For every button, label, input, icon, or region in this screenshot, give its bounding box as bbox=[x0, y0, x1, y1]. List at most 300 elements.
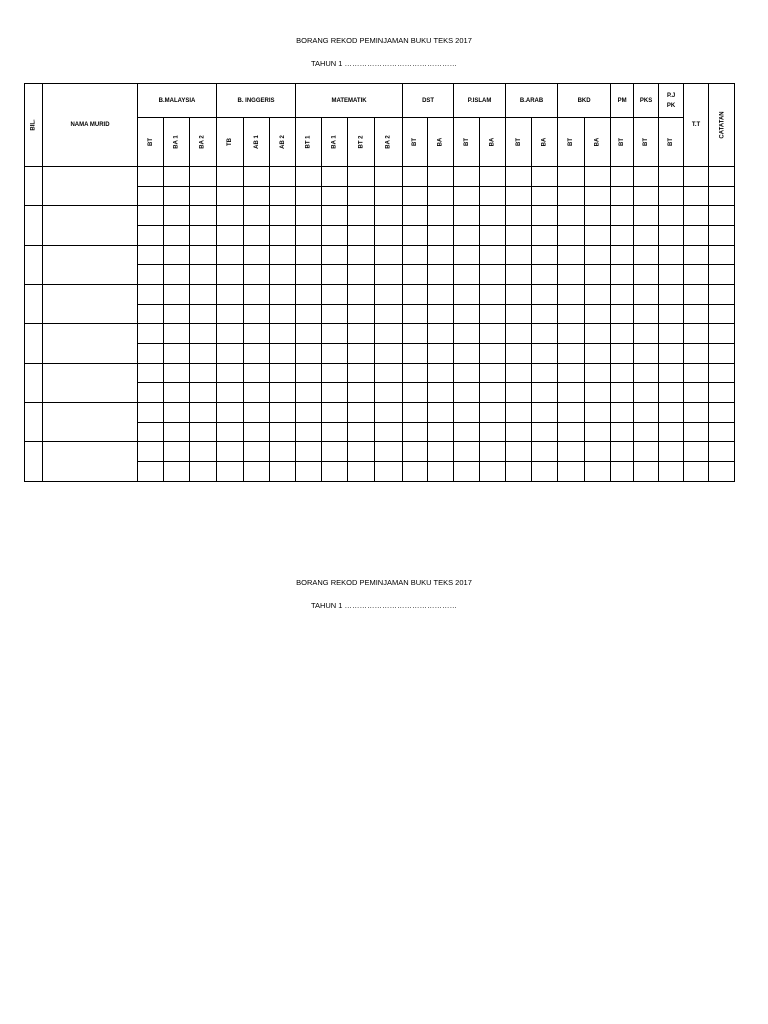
record-cell[interactable] bbox=[138, 422, 164, 442]
record-cell[interactable] bbox=[375, 344, 403, 364]
record-cell[interactable] bbox=[480, 166, 506, 186]
record-cell[interactable] bbox=[558, 245, 585, 265]
record-cell[interactable] bbox=[375, 403, 403, 423]
record-cell[interactable] bbox=[348, 363, 375, 383]
record-cell[interactable] bbox=[164, 422, 190, 442]
record-cell[interactable] bbox=[585, 225, 611, 245]
record-cell[interactable] bbox=[454, 462, 480, 482]
record-cell[interactable] bbox=[611, 383, 634, 403]
record-cell[interactable] bbox=[403, 324, 428, 344]
record-cell[interactable] bbox=[709, 403, 735, 423]
record-cell[interactable] bbox=[611, 422, 634, 442]
record-cell[interactable] bbox=[375, 383, 403, 403]
record-cell[interactable] bbox=[532, 206, 558, 226]
record-cell[interactable] bbox=[270, 304, 296, 324]
record-cell[interactable] bbox=[138, 186, 164, 206]
record-cell[interactable] bbox=[428, 422, 454, 442]
record-cell[interactable] bbox=[454, 166, 480, 186]
record-cell[interactable] bbox=[164, 245, 190, 265]
record-cell[interactable] bbox=[296, 284, 322, 304]
record-cell[interactable] bbox=[270, 265, 296, 285]
record-cell[interactable] bbox=[454, 245, 480, 265]
record-cell[interactable] bbox=[709, 344, 735, 364]
record-cell[interactable] bbox=[480, 284, 506, 304]
record-cell[interactable] bbox=[634, 265, 659, 285]
record-cell[interactable] bbox=[296, 225, 322, 245]
record-cell[interactable] bbox=[659, 422, 684, 442]
record-cell[interactable] bbox=[296, 265, 322, 285]
record-cell[interactable] bbox=[244, 186, 270, 206]
record-cell[interactable] bbox=[270, 403, 296, 423]
record-cell[interactable] bbox=[611, 245, 634, 265]
record-cell[interactable] bbox=[454, 225, 480, 245]
record-cell[interactable] bbox=[322, 363, 348, 383]
record-cell[interactable] bbox=[684, 206, 709, 226]
record-cell[interactable] bbox=[270, 245, 296, 265]
record-cell[interactable] bbox=[611, 403, 634, 423]
record-cell[interactable] bbox=[244, 344, 270, 364]
bil-cell[interactable] bbox=[25, 284, 43, 323]
record-cell[interactable] bbox=[348, 186, 375, 206]
record-cell[interactable] bbox=[532, 284, 558, 304]
record-cell[interactable] bbox=[532, 265, 558, 285]
record-cell[interactable] bbox=[611, 186, 634, 206]
record-cell[interactable] bbox=[659, 206, 684, 226]
record-cell[interactable] bbox=[532, 403, 558, 423]
record-cell[interactable] bbox=[480, 363, 506, 383]
record-cell[interactable] bbox=[375, 363, 403, 383]
record-cell[interactable] bbox=[585, 304, 611, 324]
record-cell[interactable] bbox=[428, 225, 454, 245]
record-cell[interactable] bbox=[684, 166, 709, 186]
record-cell[interactable] bbox=[138, 265, 164, 285]
record-cell[interactable] bbox=[659, 383, 684, 403]
record-cell[interactable] bbox=[506, 284, 532, 304]
record-cell[interactable] bbox=[585, 383, 611, 403]
record-cell[interactable] bbox=[558, 304, 585, 324]
record-cell[interactable] bbox=[296, 422, 322, 442]
record-cell[interactable] bbox=[634, 363, 659, 383]
record-cell[interactable] bbox=[659, 344, 684, 364]
record-cell[interactable] bbox=[375, 422, 403, 442]
record-cell[interactable] bbox=[164, 324, 190, 344]
record-cell[interactable] bbox=[348, 166, 375, 186]
record-cell[interactable] bbox=[190, 383, 217, 403]
record-cell[interactable] bbox=[634, 186, 659, 206]
record-cell[interactable] bbox=[611, 265, 634, 285]
record-cell[interactable] bbox=[217, 265, 244, 285]
record-cell[interactable] bbox=[190, 206, 217, 226]
record-cell[interactable] bbox=[270, 284, 296, 304]
record-cell[interactable] bbox=[348, 304, 375, 324]
nama-murid-cell[interactable] bbox=[43, 403, 138, 442]
record-cell[interactable] bbox=[190, 265, 217, 285]
record-cell[interactable] bbox=[506, 442, 532, 462]
record-cell[interactable] bbox=[190, 245, 217, 265]
record-cell[interactable] bbox=[558, 403, 585, 423]
record-cell[interactable] bbox=[348, 225, 375, 245]
record-cell[interactable] bbox=[138, 363, 164, 383]
record-cell[interactable] bbox=[709, 304, 735, 324]
record-cell[interactable] bbox=[558, 206, 585, 226]
record-cell[interactable] bbox=[244, 324, 270, 344]
record-cell[interactable] bbox=[270, 442, 296, 462]
record-cell[interactable] bbox=[611, 206, 634, 226]
record-cell[interactable] bbox=[164, 186, 190, 206]
record-cell[interactable] bbox=[634, 442, 659, 462]
record-cell[interactable] bbox=[709, 166, 735, 186]
record-cell[interactable] bbox=[454, 186, 480, 206]
record-cell[interactable] bbox=[322, 422, 348, 442]
record-cell[interactable] bbox=[403, 442, 428, 462]
record-cell[interactable] bbox=[244, 206, 270, 226]
record-cell[interactable] bbox=[585, 422, 611, 442]
record-cell[interactable] bbox=[348, 442, 375, 462]
record-cell[interactable] bbox=[558, 166, 585, 186]
record-cell[interactable] bbox=[558, 383, 585, 403]
record-cell[interactable] bbox=[244, 422, 270, 442]
record-cell[interactable] bbox=[634, 284, 659, 304]
nama-murid-cell[interactable] bbox=[43, 324, 138, 363]
record-cell[interactable] bbox=[217, 462, 244, 482]
record-cell[interactable] bbox=[659, 265, 684, 285]
record-cell[interactable] bbox=[634, 403, 659, 423]
record-cell[interactable] bbox=[190, 225, 217, 245]
record-cell[interactable] bbox=[164, 344, 190, 364]
record-cell[interactable] bbox=[190, 403, 217, 423]
record-cell[interactable] bbox=[190, 363, 217, 383]
record-cell[interactable] bbox=[138, 304, 164, 324]
record-cell[interactable] bbox=[634, 304, 659, 324]
record-cell[interactable] bbox=[296, 403, 322, 423]
record-cell[interactable] bbox=[506, 383, 532, 403]
record-cell[interactable] bbox=[217, 422, 244, 442]
record-cell[interactable] bbox=[322, 383, 348, 403]
record-cell[interactable] bbox=[506, 245, 532, 265]
record-cell[interactable] bbox=[217, 166, 244, 186]
record-cell[interactable] bbox=[532, 166, 558, 186]
record-cell[interactable] bbox=[684, 422, 709, 442]
record-cell[interactable] bbox=[506, 324, 532, 344]
record-cell[interactable] bbox=[480, 225, 506, 245]
record-cell[interactable] bbox=[296, 245, 322, 265]
nama-murid-cell[interactable] bbox=[43, 442, 138, 482]
bil-cell[interactable] bbox=[25, 206, 43, 245]
record-cell[interactable] bbox=[480, 324, 506, 344]
record-cell[interactable] bbox=[532, 462, 558, 482]
record-cell[interactable] bbox=[428, 403, 454, 423]
record-cell[interactable] bbox=[190, 284, 217, 304]
record-cell[interactable] bbox=[585, 166, 611, 186]
record-cell[interactable] bbox=[532, 186, 558, 206]
record-cell[interactable] bbox=[322, 245, 348, 265]
bil-cell[interactable] bbox=[25, 363, 43, 402]
record-cell[interactable] bbox=[296, 383, 322, 403]
record-cell[interactable] bbox=[709, 245, 735, 265]
record-cell[interactable] bbox=[585, 363, 611, 383]
record-cell[interactable] bbox=[403, 344, 428, 364]
record-cell[interactable] bbox=[244, 225, 270, 245]
record-cell[interactable] bbox=[611, 344, 634, 364]
record-cell[interactable] bbox=[322, 403, 348, 423]
record-cell[interactable] bbox=[684, 304, 709, 324]
record-cell[interactable] bbox=[217, 225, 244, 245]
record-cell[interactable] bbox=[634, 324, 659, 344]
record-cell[interactable] bbox=[244, 265, 270, 285]
record-cell[interactable] bbox=[659, 304, 684, 324]
record-cell[interactable] bbox=[709, 383, 735, 403]
record-cell[interactable] bbox=[322, 186, 348, 206]
record-cell[interactable] bbox=[138, 206, 164, 226]
record-cell[interactable] bbox=[403, 245, 428, 265]
record-cell[interactable] bbox=[190, 324, 217, 344]
record-cell[interactable] bbox=[684, 363, 709, 383]
record-cell[interactable] bbox=[611, 363, 634, 383]
record-cell[interactable] bbox=[684, 344, 709, 364]
record-cell[interactable] bbox=[558, 186, 585, 206]
record-cell[interactable] bbox=[454, 403, 480, 423]
record-cell[interactable] bbox=[558, 284, 585, 304]
record-cell[interactable] bbox=[659, 363, 684, 383]
record-cell[interactable] bbox=[217, 284, 244, 304]
record-cell[interactable] bbox=[244, 383, 270, 403]
record-cell[interactable] bbox=[428, 442, 454, 462]
record-cell[interactable] bbox=[611, 442, 634, 462]
record-cell[interactable] bbox=[585, 245, 611, 265]
record-cell[interactable] bbox=[375, 225, 403, 245]
record-cell[interactable] bbox=[138, 245, 164, 265]
record-cell[interactable] bbox=[454, 284, 480, 304]
record-cell[interactable] bbox=[164, 265, 190, 285]
record-cell[interactable] bbox=[322, 304, 348, 324]
record-cell[interactable] bbox=[348, 265, 375, 285]
record-cell[interactable] bbox=[164, 284, 190, 304]
record-cell[interactable] bbox=[454, 206, 480, 226]
record-cell[interactable] bbox=[375, 462, 403, 482]
record-cell[interactable] bbox=[558, 265, 585, 285]
record-cell[interactable] bbox=[585, 284, 611, 304]
record-cell[interactable] bbox=[244, 245, 270, 265]
record-cell[interactable] bbox=[506, 403, 532, 423]
record-cell[interactable] bbox=[428, 166, 454, 186]
record-cell[interactable] bbox=[190, 422, 217, 442]
record-cell[interactable] bbox=[709, 265, 735, 285]
record-cell[interactable] bbox=[659, 324, 684, 344]
record-cell[interactable] bbox=[634, 225, 659, 245]
record-cell[interactable] bbox=[480, 186, 506, 206]
record-cell[interactable] bbox=[709, 324, 735, 344]
record-cell[interactable] bbox=[659, 442, 684, 462]
record-cell[interactable] bbox=[532, 363, 558, 383]
record-cell[interactable] bbox=[585, 462, 611, 482]
record-cell[interactable] bbox=[428, 324, 454, 344]
record-cell[interactable] bbox=[480, 442, 506, 462]
record-cell[interactable] bbox=[709, 462, 735, 482]
record-cell[interactable] bbox=[684, 225, 709, 245]
record-cell[interactable] bbox=[611, 225, 634, 245]
record-cell[interactable] bbox=[322, 265, 348, 285]
record-cell[interactable] bbox=[558, 324, 585, 344]
record-cell[interactable] bbox=[684, 383, 709, 403]
record-cell[interactable] bbox=[684, 265, 709, 285]
record-cell[interactable] bbox=[585, 265, 611, 285]
record-cell[interactable] bbox=[659, 403, 684, 423]
record-cell[interactable] bbox=[244, 462, 270, 482]
record-cell[interactable] bbox=[403, 186, 428, 206]
bil-cell[interactable] bbox=[25, 324, 43, 363]
record-cell[interactable] bbox=[138, 324, 164, 344]
record-cell[interactable] bbox=[348, 422, 375, 442]
record-cell[interactable] bbox=[684, 186, 709, 206]
record-cell[interactable] bbox=[296, 462, 322, 482]
record-cell[interactable] bbox=[164, 304, 190, 324]
record-cell[interactable] bbox=[348, 324, 375, 344]
record-cell[interactable] bbox=[375, 265, 403, 285]
record-cell[interactable] bbox=[428, 284, 454, 304]
record-cell[interactable] bbox=[585, 324, 611, 344]
record-cell[interactable] bbox=[428, 363, 454, 383]
record-cell[interactable] bbox=[506, 206, 532, 226]
nama-murid-cell[interactable] bbox=[43, 166, 138, 205]
record-cell[interactable] bbox=[684, 245, 709, 265]
record-cell[interactable] bbox=[190, 304, 217, 324]
record-cell[interactable] bbox=[403, 304, 428, 324]
record-cell[interactable] bbox=[403, 225, 428, 245]
record-cell[interactable] bbox=[684, 462, 709, 482]
record-cell[interactable] bbox=[428, 462, 454, 482]
record-cell[interactable] bbox=[428, 245, 454, 265]
record-cell[interactable] bbox=[138, 166, 164, 186]
record-cell[interactable] bbox=[532, 245, 558, 265]
record-cell[interactable] bbox=[480, 304, 506, 324]
record-cell[interactable] bbox=[611, 284, 634, 304]
record-cell[interactable] bbox=[296, 442, 322, 462]
record-cell[interactable] bbox=[709, 363, 735, 383]
record-cell[interactable] bbox=[322, 344, 348, 364]
record-cell[interactable] bbox=[585, 344, 611, 364]
record-cell[interactable] bbox=[454, 442, 480, 462]
record-cell[interactable] bbox=[164, 206, 190, 226]
record-cell[interactable] bbox=[558, 344, 585, 364]
record-cell[interactable] bbox=[217, 186, 244, 206]
record-cell[interactable] bbox=[532, 225, 558, 245]
record-cell[interactable] bbox=[217, 383, 244, 403]
nama-murid-cell[interactable] bbox=[43, 284, 138, 323]
record-cell[interactable] bbox=[684, 442, 709, 462]
record-cell[interactable] bbox=[428, 383, 454, 403]
record-cell[interactable] bbox=[403, 383, 428, 403]
record-cell[interactable] bbox=[270, 344, 296, 364]
record-cell[interactable] bbox=[322, 324, 348, 344]
record-cell[interactable] bbox=[709, 442, 735, 462]
record-cell[interactable] bbox=[217, 442, 244, 462]
record-cell[interactable] bbox=[403, 284, 428, 304]
record-cell[interactable] bbox=[659, 245, 684, 265]
record-cell[interactable] bbox=[709, 422, 735, 442]
record-cell[interactable] bbox=[190, 344, 217, 364]
record-cell[interactable] bbox=[164, 383, 190, 403]
record-cell[interactable] bbox=[217, 344, 244, 364]
record-cell[interactable] bbox=[454, 363, 480, 383]
record-cell[interactable] bbox=[375, 442, 403, 462]
record-cell[interactable] bbox=[348, 344, 375, 364]
record-cell[interactable] bbox=[585, 206, 611, 226]
record-cell[interactable] bbox=[585, 186, 611, 206]
record-cell[interactable] bbox=[375, 206, 403, 226]
record-cell[interactable] bbox=[611, 324, 634, 344]
record-cell[interactable] bbox=[634, 166, 659, 186]
record-cell[interactable] bbox=[244, 166, 270, 186]
record-cell[interactable] bbox=[611, 166, 634, 186]
record-cell[interactable] bbox=[322, 166, 348, 186]
record-cell[interactable] bbox=[709, 284, 735, 304]
record-cell[interactable] bbox=[558, 442, 585, 462]
record-cell[interactable] bbox=[190, 186, 217, 206]
record-cell[interactable] bbox=[634, 462, 659, 482]
record-cell[interactable] bbox=[634, 206, 659, 226]
record-cell[interactable] bbox=[506, 225, 532, 245]
record-cell[interactable] bbox=[270, 324, 296, 344]
record-cell[interactable] bbox=[532, 344, 558, 364]
record-cell[interactable] bbox=[506, 265, 532, 285]
record-cell[interactable] bbox=[322, 284, 348, 304]
record-cell[interactable] bbox=[244, 304, 270, 324]
record-cell[interactable] bbox=[532, 383, 558, 403]
record-cell[interactable] bbox=[296, 304, 322, 324]
record-cell[interactable] bbox=[348, 245, 375, 265]
record-cell[interactable] bbox=[375, 166, 403, 186]
record-cell[interactable] bbox=[480, 265, 506, 285]
record-cell[interactable] bbox=[428, 304, 454, 324]
record-cell[interactable] bbox=[454, 344, 480, 364]
record-cell[interactable] bbox=[585, 403, 611, 423]
record-cell[interactable] bbox=[659, 462, 684, 482]
record-cell[interactable] bbox=[659, 225, 684, 245]
record-cell[interactable] bbox=[403, 206, 428, 226]
bil-cell[interactable] bbox=[25, 442, 43, 482]
record-cell[interactable] bbox=[684, 324, 709, 344]
record-cell[interactable] bbox=[403, 462, 428, 482]
record-cell[interactable] bbox=[270, 363, 296, 383]
record-cell[interactable] bbox=[454, 265, 480, 285]
record-cell[interactable] bbox=[480, 403, 506, 423]
record-cell[interactable] bbox=[164, 403, 190, 423]
record-cell[interactable] bbox=[532, 442, 558, 462]
record-cell[interactable] bbox=[270, 462, 296, 482]
record-cell[interactable] bbox=[532, 304, 558, 324]
record-cell[interactable] bbox=[375, 186, 403, 206]
record-cell[interactable] bbox=[244, 363, 270, 383]
record-cell[interactable] bbox=[164, 442, 190, 462]
record-cell[interactable] bbox=[480, 383, 506, 403]
record-cell[interactable] bbox=[506, 363, 532, 383]
record-cell[interactable] bbox=[270, 225, 296, 245]
record-cell[interactable] bbox=[532, 422, 558, 442]
record-cell[interactable] bbox=[428, 206, 454, 226]
record-cell[interactable] bbox=[659, 284, 684, 304]
record-cell[interactable] bbox=[322, 462, 348, 482]
record-cell[interactable] bbox=[506, 344, 532, 364]
record-cell[interactable] bbox=[403, 403, 428, 423]
record-cell[interactable] bbox=[480, 344, 506, 364]
record-cell[interactable] bbox=[348, 403, 375, 423]
record-cell[interactable] bbox=[403, 422, 428, 442]
record-cell[interactable] bbox=[138, 225, 164, 245]
record-cell[interactable] bbox=[659, 186, 684, 206]
record-cell[interactable] bbox=[403, 363, 428, 383]
record-cell[interactable] bbox=[454, 304, 480, 324]
record-cell[interactable] bbox=[244, 442, 270, 462]
